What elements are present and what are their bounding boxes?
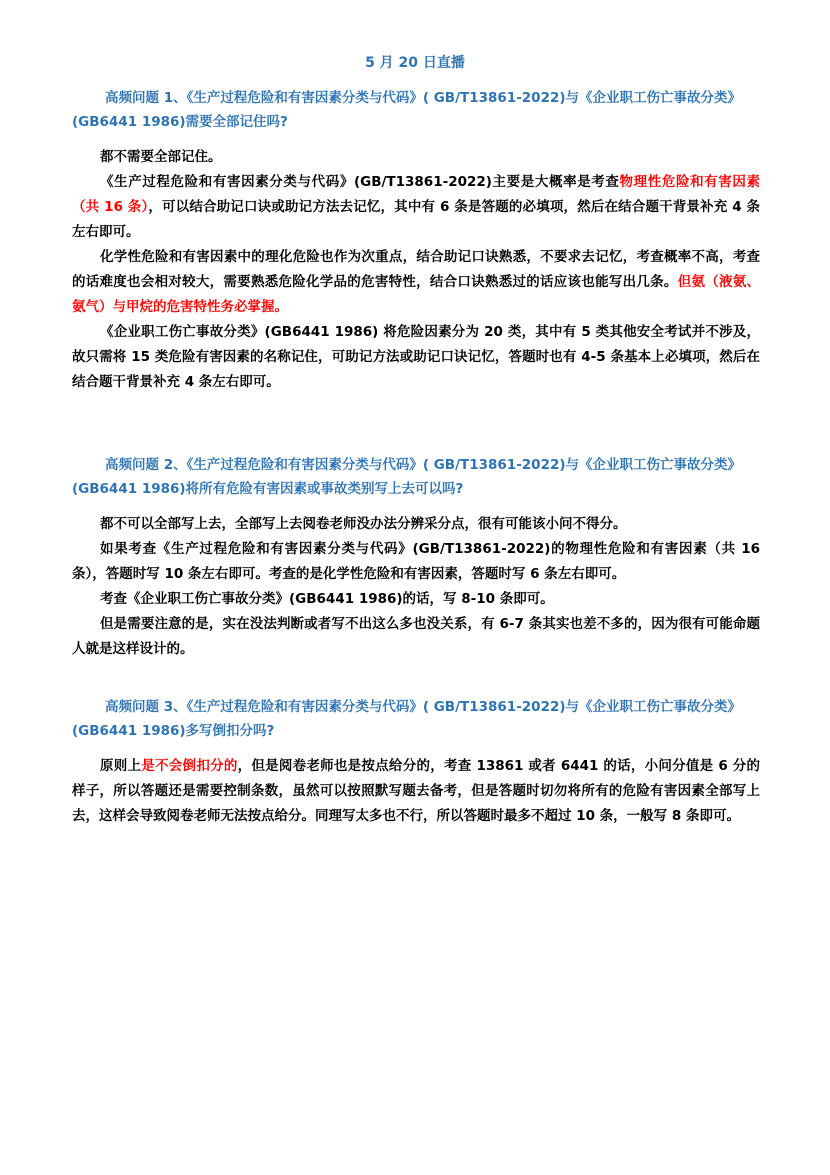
q1-paragraph-2 [72, 170, 760, 245]
question-2-answer [72, 512, 760, 662]
q2-paragraph-1: 都不可以全部写上去，全部写上去阅卷老师没办法分辨采分点，很有可能该小问不得分。 [100, 516, 627, 532]
q1-paragraph-2-text-a: 《生产过程危险和有害因素分类与代码》(GB/T13861-2022)主要是大概率是考查 [100, 174, 620, 190]
q1-paragraph-4: 《企业职工伤亡事故分类》(GB6441 1986) 将危险因素分为 20 类，其中有 5 类其他安全考试并不涉及，故只需将 15 类危险有害因素的名称记住，可助记方法或助记口诀记忆，答题时也有 4-5 条基本上必填项，然后在结合题干背景补充 4 条左右即可。 [72, 324, 760, 390]
question-3-answer [72, 754, 760, 829]
q1-highlight-physical-hazards: 物理性危险和有害因素（共 16 条） [72, 174, 761, 215]
question-1-title: 高频问题 1、《生产过程危险和有害因素分类与代码》( GB/T13861-2022)与《企业职工伤亡事故分类》(GB6441 1986)需要全部记住吗? [72, 90, 742, 130]
document-title: 5 月 20 日直播 [365, 55, 465, 71]
q1-paragraph-2-text-b: ，可以结合助记口诀或助记方法去记忆，其中有 6 条是答题的必填项，然后在结合题干背景补充 4 条左右即可。 [72, 199, 760, 240]
q3-paragraph-1-text-b: ，但是阅卷老师也是按点给分的，考查 13861 或者 6441 的话，小问分值是 6 分的样子，所以答题还是需要控制条数，虽然可以按照默写题去备考，但是答题时切勿将所有的危险有害因素全部写上去，这样会导致阅卷老师无法按点给分。同理写太多也不行，所以答题时最多不超过 10 条，一般写 8 条即可。 [72, 758, 761, 824]
q1-paragraph-3-text: 化学性危险和有害因素中的理化危险也作为次重点，结合助记口诀熟悉，不要求去记忆，考查概率不高，考查的话难度也会相对较大，需要熟悉危险化学品的危害特性，结合口诀熟悉过的话应该也能写出几条。 [72, 249, 760, 290]
q2-paragraph-4: 但是需要注意的是，实在没法判断或者写不出这么多也没关系，有 6-7 条其实也差不多的，因为很有可能命题人就是这样设计的。 [72, 616, 760, 657]
q1-paragraph-1: 都不需要全部记住。 [100, 149, 222, 165]
q3-paragraph-1-text-a: 原则上 [100, 758, 142, 774]
question-2-title: 高频问题 2、《生产过程危险和有害因素分类与代码》( GB/T13861-2022)与《企业职工伤亡事故分类》(GB6441 1986)将所有危险有害因素或事故类别写上去可以吗? [72, 457, 742, 497]
question-1-answer [72, 145, 760, 395]
q1-paragraph-3 [72, 245, 760, 320]
q3-highlight-no-deduction: 是不会倒扣分的 [141, 758, 238, 774]
q2-paragraph-2: 如果考查《生产过程危险和有害因素分类与代码》(GB/T13861-2022)的物理性危险和有害因素（共 16 条），答题时写 10 条左右即可。考查的是化学性危险和有害因素，答题时写 6 条左右即可。 [72, 541, 760, 582]
question-3-title: 高频问题 3、《生产过程危险和有害因素分类与代码》( GB/T13861-2022)与《企业职工伤亡事故分类》(GB6441 1986)多写倒扣分吗? [72, 699, 742, 739]
q1-highlight-ammonia-methane: 但氨（液氨、氨气）与甲烷的危害特性务必掌握。 [72, 274, 761, 315]
q3-paragraph-1 [72, 754, 760, 829]
q2-paragraph-3: 考查《企业职工伤亡事故分类》(GB6441 1986)的话，写 8-10 条即可。 [100, 591, 554, 607]
